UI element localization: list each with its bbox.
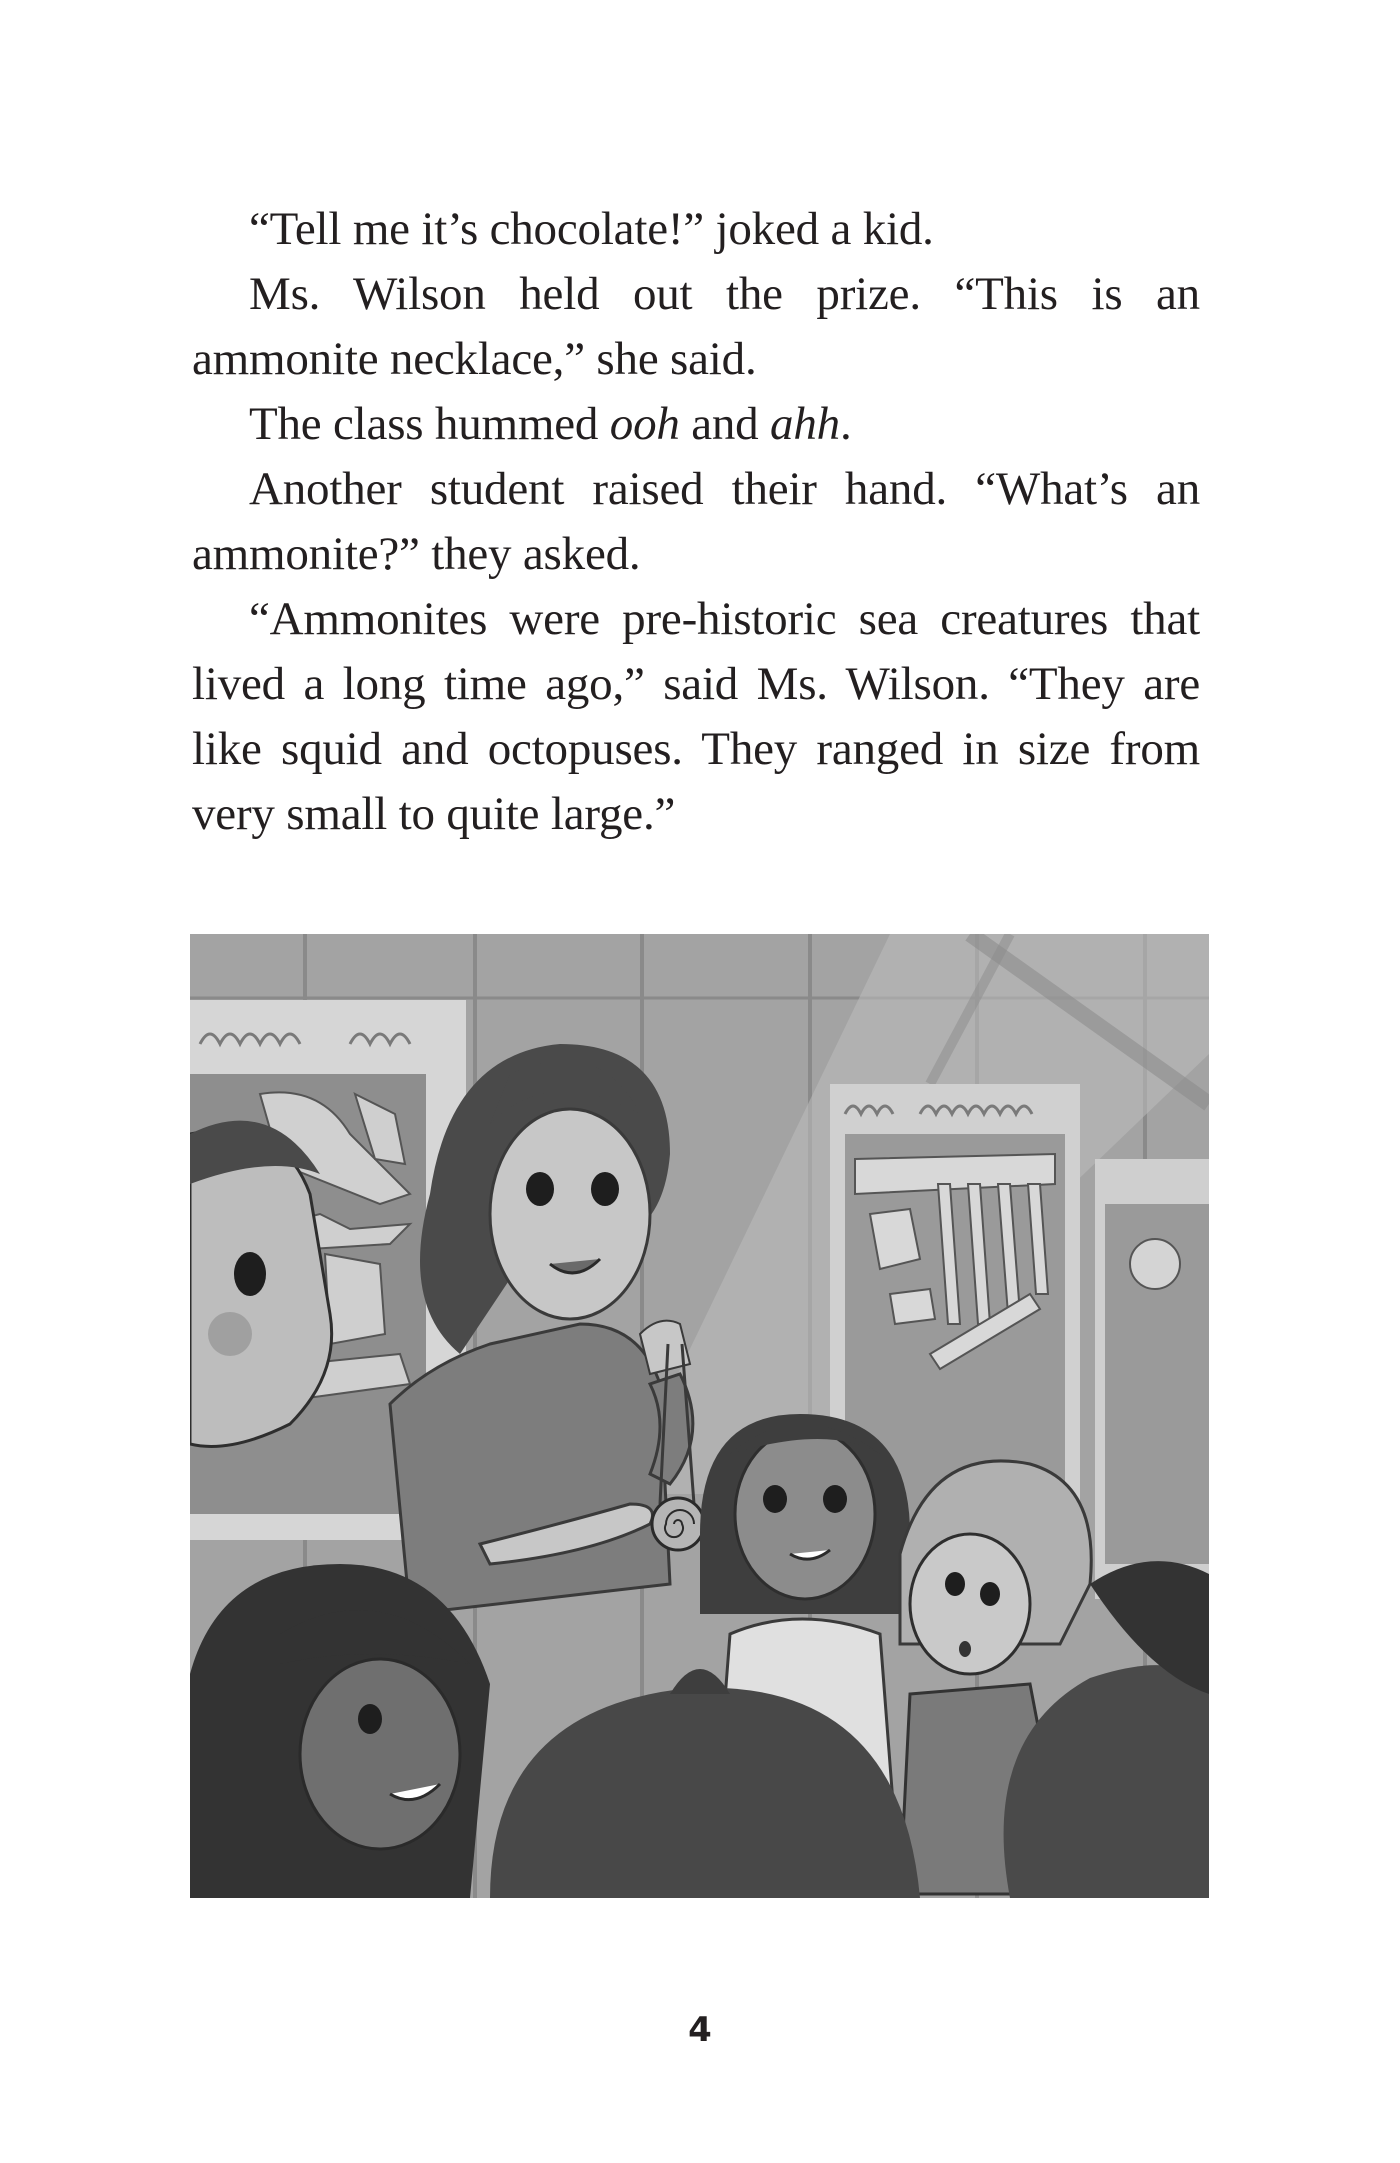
classroom-museum-scene [190,934,1209,1898]
text-segment: “Tell me it’s chocolate!” joked a kid. [249,203,934,255]
italic-text-segment: ahh [770,398,840,450]
text-segment: The class hummed [249,398,610,450]
italic-text-segment: ooh [609,398,680,450]
student-left-profile [190,1121,332,1447]
paragraph [192,392,1200,457]
body-text [192,197,1200,847]
paragraph [192,587,1200,847]
fossil-poster-far-right [1095,1159,1209,1599]
paragraph [192,457,1200,587]
paragraph [192,262,1200,392]
text-segment: Ms. Wilson held out the prize. “This is an ammonite necklace,” she said. [192,268,1200,385]
page-number: 4 [688,2010,712,2050]
text-segment: Another student raised their hand. “What’s an ammonite?” they asked. [192,463,1200,580]
paragraph [192,197,1200,262]
illustration [190,934,1209,1898]
text-segment: “Ammonites were pre-historic sea creatures that lived a long time ago,” said Ms. Wilson. “They are like squid and octopuses. They ranged in size from very small to quite large.” [192,593,1200,840]
text-segment: . [839,398,852,450]
student-bottom-left [190,1564,490,1898]
text-segment: and [679,398,771,450]
